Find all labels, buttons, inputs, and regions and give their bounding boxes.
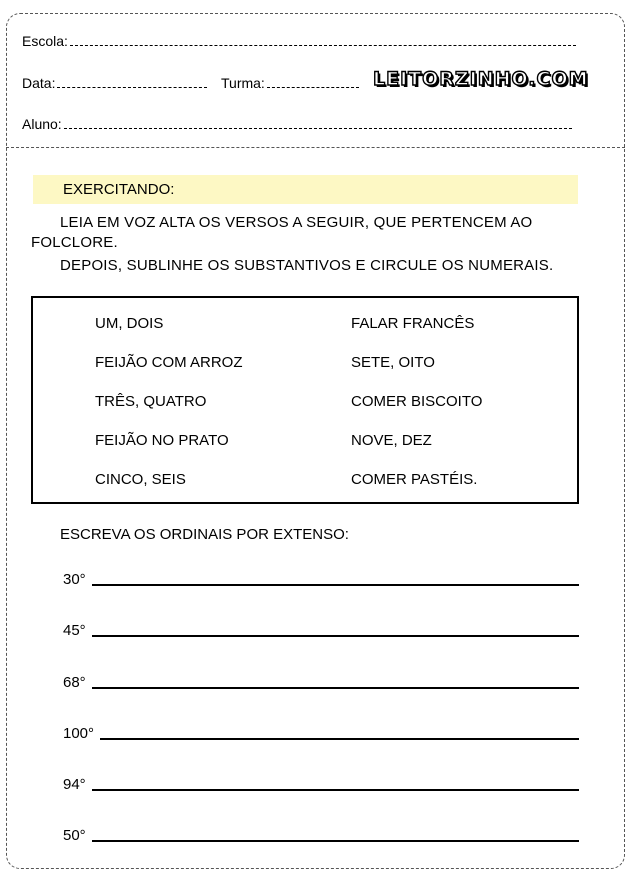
aluno-line[interactable] bbox=[64, 128, 572, 129]
verse-right: SETE, OITO bbox=[351, 354, 435, 371]
answer-line[interactable] bbox=[92, 789, 579, 791]
data-line[interactable] bbox=[57, 87, 207, 88]
ordinal-number: 100° bbox=[63, 725, 95, 742]
verse-left: TRÊS, QUATRO bbox=[95, 393, 207, 410]
turma-line[interactable] bbox=[267, 87, 359, 88]
leitorzinho-logo: LEITORZINHO.COM bbox=[373, 68, 589, 90]
turma-label: Turma: bbox=[221, 75, 265, 91]
data-label: Data: bbox=[22, 75, 56, 91]
verse-box bbox=[31, 296, 579, 504]
verse-right: COMER PASTÉIS. bbox=[351, 471, 478, 488]
ordinal-row[interactable] bbox=[63, 725, 579, 743]
header-divider bbox=[6, 147, 625, 148]
data-field[interactable] bbox=[22, 75, 207, 91]
answer-line[interactable] bbox=[92, 687, 579, 689]
aluno-field[interactable] bbox=[22, 116, 572, 132]
escola-field[interactable] bbox=[22, 33, 576, 49]
answer-line[interactable] bbox=[100, 738, 579, 740]
ordinal-row[interactable] bbox=[63, 622, 579, 640]
exercise-banner bbox=[33, 175, 578, 204]
ordinal-row[interactable] bbox=[63, 674, 579, 692]
answer-line[interactable] bbox=[92, 584, 579, 586]
verse-left: UM, DOIS bbox=[95, 315, 164, 332]
answer-line[interactable] bbox=[92, 635, 579, 637]
answer-line[interactable] bbox=[92, 840, 579, 842]
ordinal-number: 68° bbox=[63, 674, 86, 691]
ordinal-number: 94° bbox=[63, 776, 86, 793]
verse-left: FEIJÃO COM ARROZ bbox=[95, 354, 243, 371]
aluno-label: Aluno: bbox=[22, 116, 62, 132]
instruction-line-2: FOLCLORE. bbox=[31, 234, 118, 251]
turma-field[interactable] bbox=[221, 75, 359, 91]
ordinal-number: 30° bbox=[63, 571, 86, 588]
verse-left: FEIJÃO NO PRATO bbox=[95, 432, 229, 449]
verse-right: COMER BISCOITO bbox=[351, 393, 483, 410]
ordinal-row[interactable] bbox=[63, 571, 579, 589]
ordinals-title: ESCREVA OS ORDINAIS POR EXTENSO: bbox=[60, 526, 349, 543]
ordinal-number: 50° bbox=[63, 827, 86, 844]
banner-title: EXERCITANDO: bbox=[63, 181, 175, 198]
verse-right: NOVE, DEZ bbox=[351, 432, 432, 449]
verse-right: FALAR FRANCÊS bbox=[351, 315, 475, 332]
ordinal-row[interactable] bbox=[63, 776, 579, 794]
escola-line[interactable] bbox=[70, 45, 576, 46]
verse-left: CINCO, SEIS bbox=[95, 471, 186, 488]
ordinal-row[interactable] bbox=[63, 827, 579, 845]
escola-label: Escola: bbox=[22, 33, 68, 49]
instruction-line-3: DEPOIS, SUBLINHE OS SUBSTANTIVOS E CIRCULE OS NUMERAIS. bbox=[60, 257, 554, 274]
ordinal-number: 45° bbox=[63, 622, 86, 639]
instruction-line-1: LEIA EM VOZ ALTA OS VERSOS A SEGUIR, QUE PERTENCEM AO bbox=[60, 214, 533, 231]
